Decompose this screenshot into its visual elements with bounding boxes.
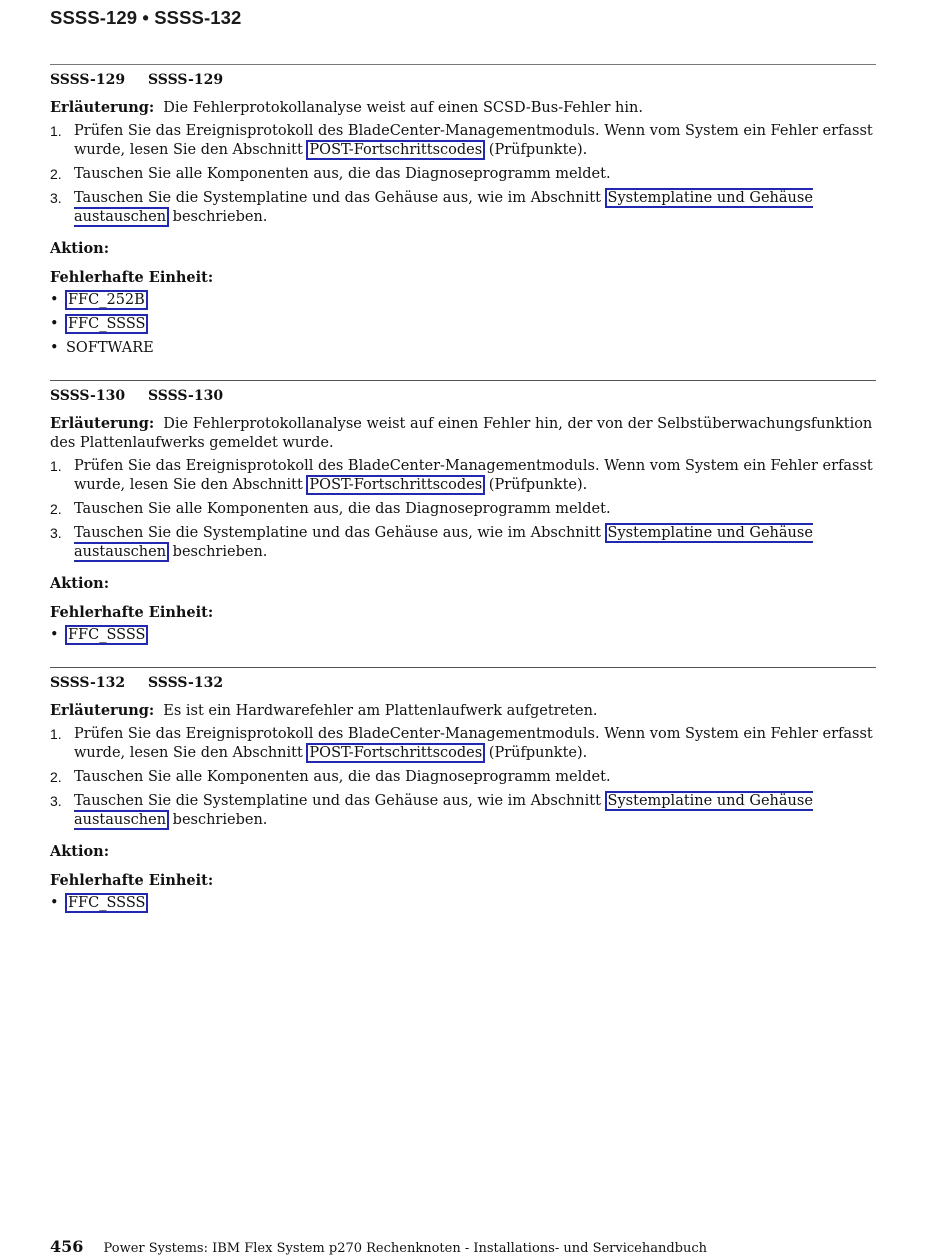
step-number: 3. xyxy=(50,190,62,206)
explanation-label: Erläuterung: xyxy=(50,99,155,116)
step-number: 3. xyxy=(50,793,62,809)
faulty-unit-link[interactable]: FFC_252B xyxy=(65,290,148,310)
step-text: Prüfen Sie das Ereignisprotokoll des BladeCenter-Managementmoduls. Wenn vom System ein Fehler erfasst wurde, lesen Sie den Abschnitt xyxy=(74,123,873,158)
step-item xyxy=(50,122,876,160)
document-body xyxy=(50,64,876,935)
step-text: Prüfen Sie das Ereignisprotokoll des BladeCenter-Managementmoduls. Wenn vom System ein Fehler erfasst wurde, lesen Sie den Abschnitt xyxy=(74,458,873,493)
cross-reference-link[interactable]: Systemplatine und Gehäuse austauschen xyxy=(74,190,813,225)
explanation-text: Die Fehlerprotokollanalyse weist auf einen SCSD-Bus-Fehler hin. xyxy=(163,100,643,116)
step-number: 1. xyxy=(50,123,62,139)
step-item xyxy=(50,768,876,787)
step-item xyxy=(50,524,876,562)
faulty-unit-item xyxy=(50,894,876,913)
step-text: Tauschen Sie die Systemplatine und das Gehäuse aus, wie im Abschnitt xyxy=(74,525,601,541)
step-number: 1. xyxy=(50,726,62,742)
error-entry xyxy=(50,64,876,358)
step-text-after: beschrieben. xyxy=(172,209,268,225)
faulty-unit-heading: Fehlerhafte Einheit: xyxy=(50,269,214,286)
explanation-text: Die Fehlerprotokollanalyse weist auf einen Fehler hin, der von der Selbstüberwachungsfunktion des Plattenlaufwerks gemeldet wurde. xyxy=(50,416,873,451)
faulty-unit-list xyxy=(50,626,876,645)
faulty-unit-heading: Fehlerhafte Einheit: xyxy=(50,872,214,889)
error-code-title: SSSS-130 xyxy=(148,388,224,404)
error-code: SSSS-129 xyxy=(50,72,126,88)
step-text-after: beschrieben. xyxy=(172,812,268,828)
explanation-text: Es ist ein Hardwarefehler am Plattenlaufwerk aufgetreten. xyxy=(163,703,598,719)
error-entry xyxy=(50,667,876,913)
error-code: SSSS-132 xyxy=(50,675,126,691)
step-list xyxy=(50,725,876,830)
faulty-unit-item xyxy=(50,339,876,358)
step-number: 2. xyxy=(50,501,62,517)
faulty-unit-heading: Fehlerhafte Einheit: xyxy=(50,604,214,621)
cross-reference-link[interactable]: Systemplatine und Gehäuse austauschen xyxy=(74,793,813,828)
explanation xyxy=(50,414,876,453)
page-title: SSSS-129 • SSSS-132 xyxy=(50,7,242,28)
entry-title xyxy=(50,71,876,90)
cross-reference-link[interactable]: Systemplatine und Gehäuse austauschen xyxy=(74,525,813,560)
step-list xyxy=(50,457,876,562)
step-text-after: (Prüfpunkte). xyxy=(488,477,588,493)
step-item xyxy=(50,725,876,763)
error-entry xyxy=(50,380,876,645)
error-code: SSSS-130 xyxy=(50,388,126,404)
faulty-unit-link[interactable]: FFC_SSSS xyxy=(65,314,148,334)
step-number: 1. xyxy=(50,458,62,474)
page-number: 456 xyxy=(50,1237,84,1256)
explanation-label: Erläuterung: xyxy=(50,415,155,432)
step-item xyxy=(50,500,876,519)
cross-reference-link[interactable]: POST-Fortschrittscodes xyxy=(306,475,485,495)
step-text: Tauschen Sie alle Komponenten aus, die das Diagnoseprogramm meldet. xyxy=(74,769,611,785)
faulty-unit-list xyxy=(50,894,876,913)
step-item xyxy=(50,165,876,184)
action-heading: Aktion: xyxy=(50,843,110,860)
explanation xyxy=(50,98,876,118)
entry-title xyxy=(50,674,876,693)
step-item xyxy=(50,792,876,830)
cross-reference-link[interactable]: POST-Fortschrittscodes xyxy=(306,140,485,160)
faulty-unit-list xyxy=(50,291,876,358)
step-number: 2. xyxy=(50,769,62,785)
faulty-unit-link[interactable]: FFC_SSSS xyxy=(65,625,148,645)
step-number: 2. xyxy=(50,166,62,182)
step-text: Tauschen Sie die Systemplatine und das Gehäuse aus, wie im Abschnitt xyxy=(74,190,601,206)
faulty-unit-text: SOFTWARE xyxy=(66,340,154,356)
step-item xyxy=(50,189,876,227)
faulty-unit-link[interactable]: FFC_SSSS xyxy=(65,893,148,913)
step-text-after: beschrieben. xyxy=(172,544,268,560)
entry-title xyxy=(50,387,876,406)
faulty-unit-item xyxy=(50,315,876,334)
step-text-after: (Prüfpunkte). xyxy=(488,142,588,158)
error-code-title: SSSS-132 xyxy=(148,675,224,691)
faulty-unit-item xyxy=(50,626,876,645)
action-heading: Aktion: xyxy=(50,240,110,257)
step-text: Tauschen Sie die Systemplatine und das Gehäuse aus, wie im Abschnitt xyxy=(74,793,601,809)
step-text: Prüfen Sie das Ereignisprotokoll des BladeCenter-Managementmoduls. Wenn vom System ein Fehler erfasst wurde, lesen Sie den Abschnitt xyxy=(74,726,873,761)
step-list xyxy=(50,122,876,227)
explanation-label: Erläuterung: xyxy=(50,702,155,719)
explanation xyxy=(50,701,876,721)
page-footer xyxy=(50,1237,707,1256)
faulty-unit-item xyxy=(50,291,876,310)
error-code-title: SSSS-129 xyxy=(148,72,224,88)
step-number: 3. xyxy=(50,525,62,541)
step-text: Tauschen Sie alle Komponenten aus, die das Diagnoseprogramm meldet. xyxy=(74,501,611,517)
book-title: Power Systems: IBM Flex System p270 Rechenknoten - Installations- und Servicehandbuch xyxy=(103,1241,708,1256)
step-text: Tauschen Sie alle Komponenten aus, die das Diagnoseprogramm meldet. xyxy=(74,166,611,182)
action-heading: Aktion: xyxy=(50,575,110,592)
step-item xyxy=(50,457,876,495)
cross-reference-link[interactable]: POST-Fortschrittscodes xyxy=(306,743,485,763)
step-text-after: (Prüfpunkte). xyxy=(488,745,588,761)
